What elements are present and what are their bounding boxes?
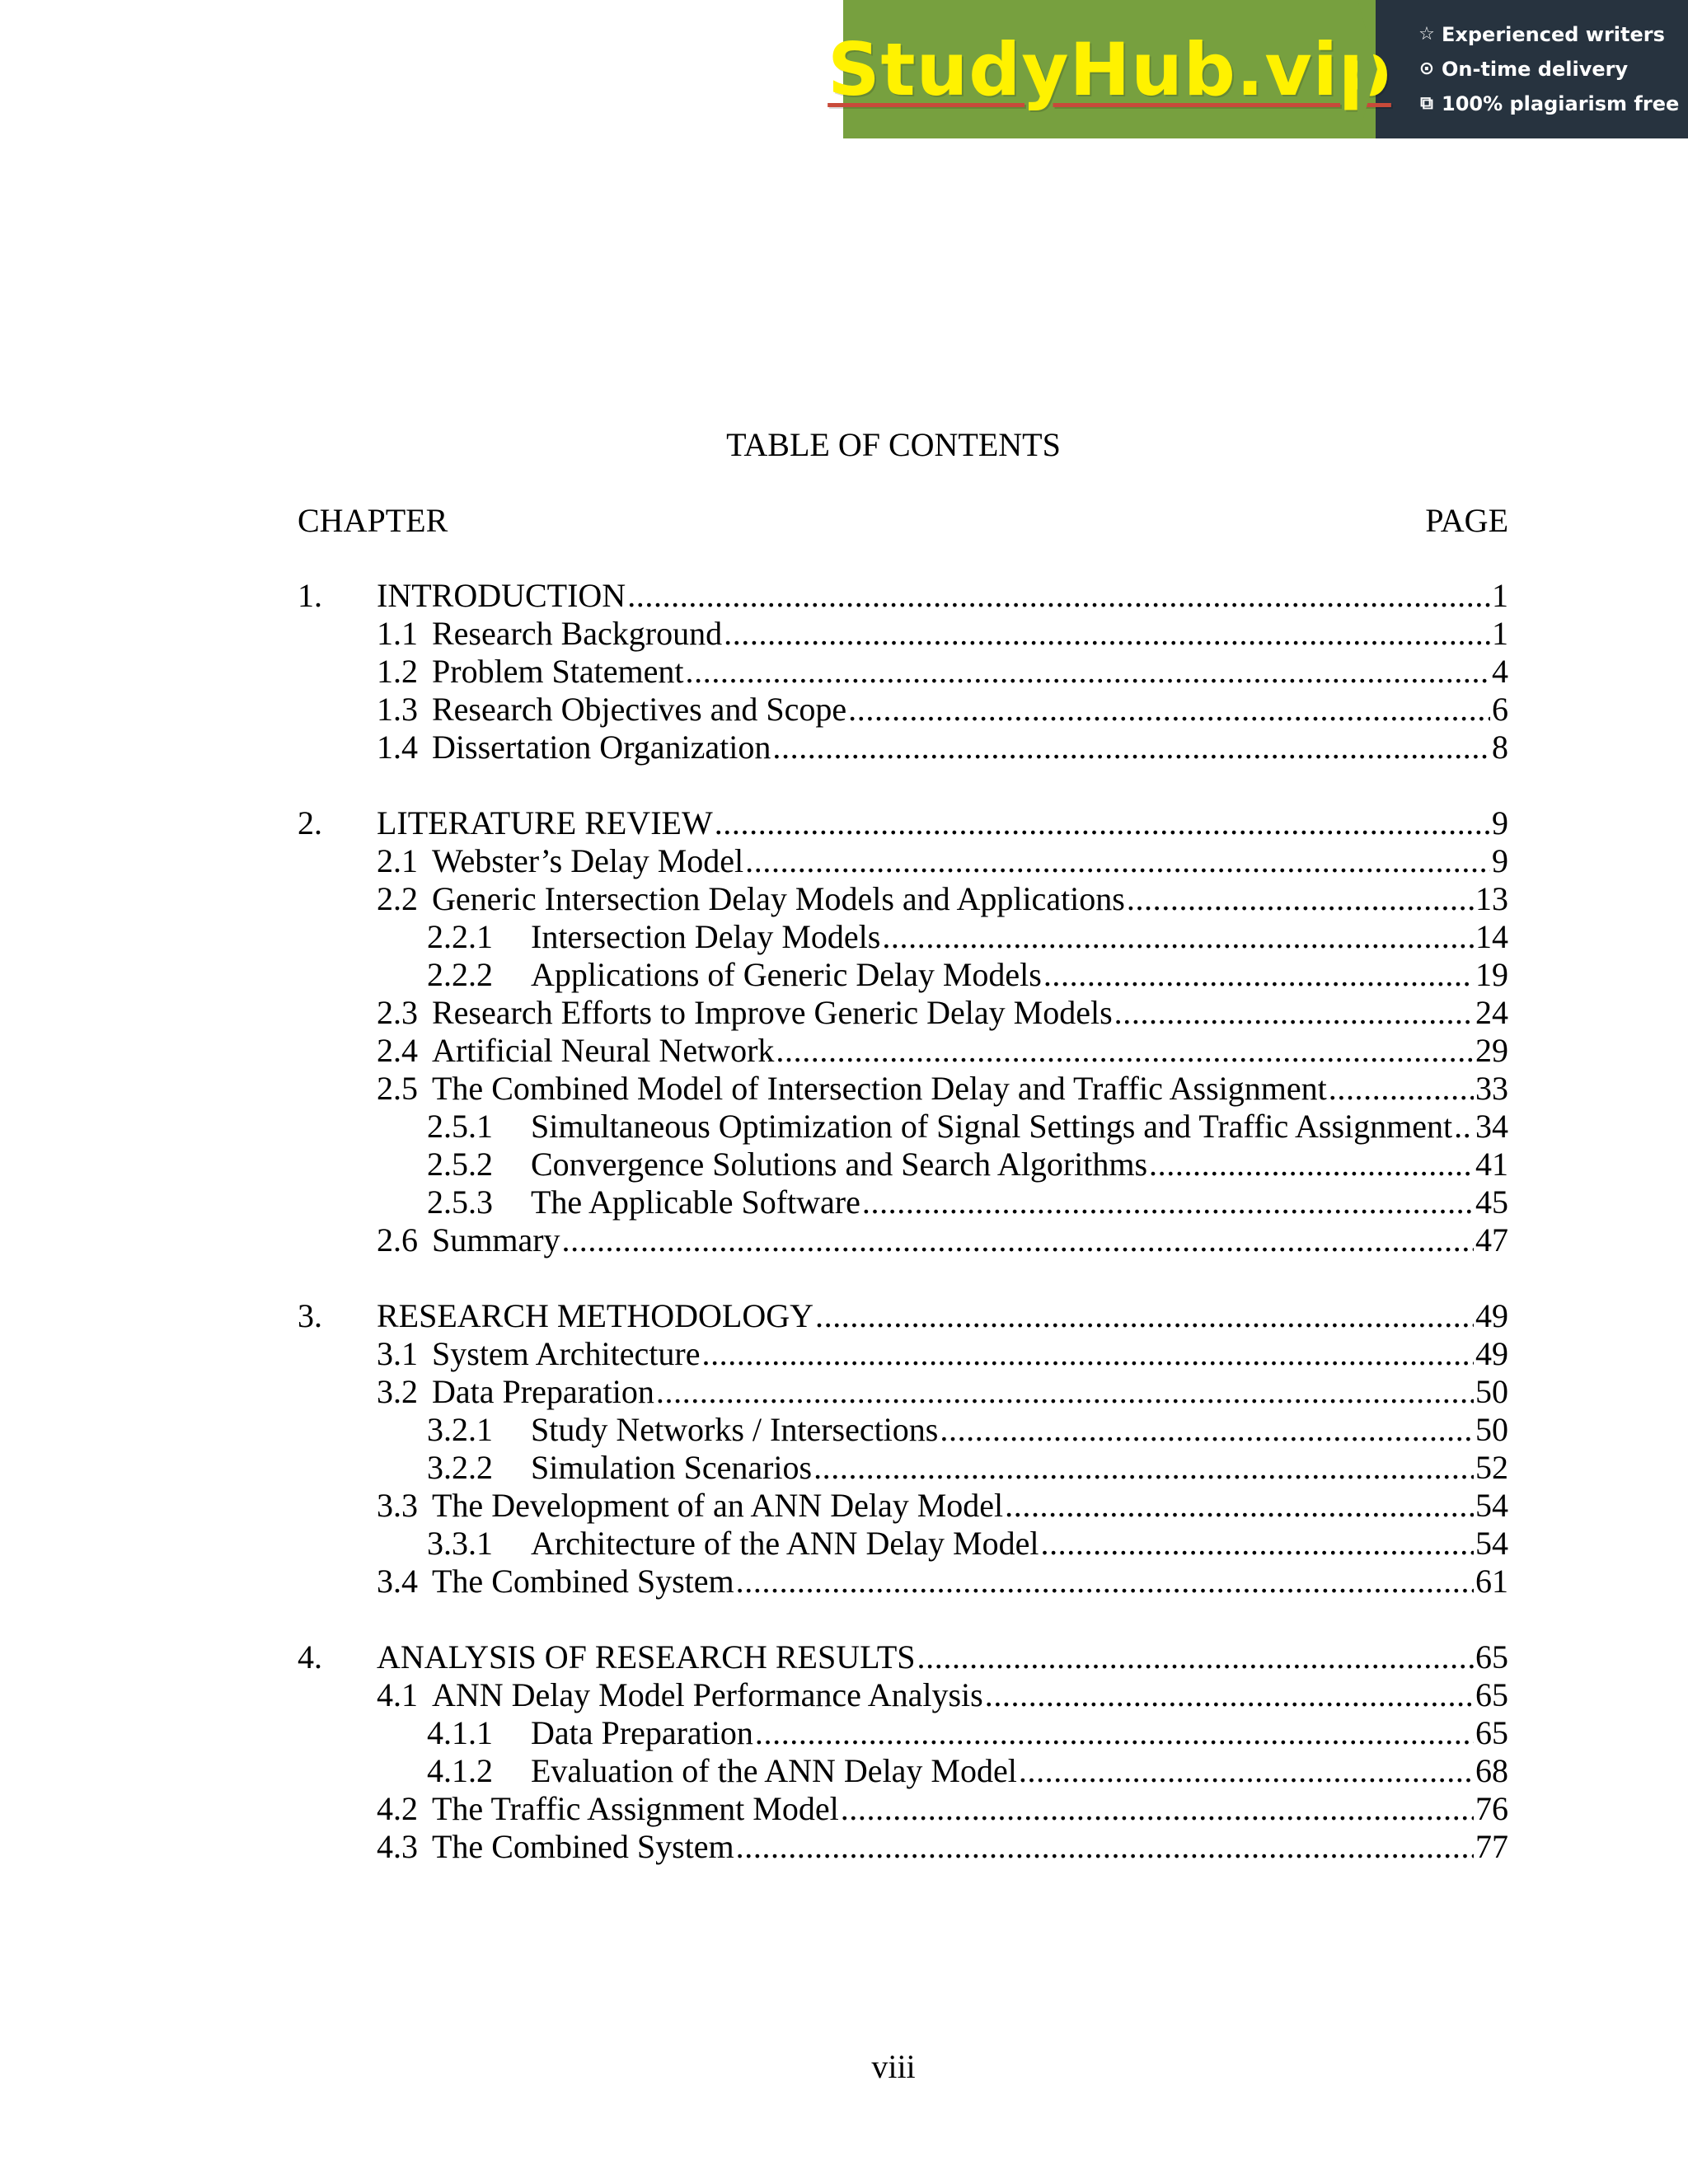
toc-subsection-entry[interactable]	[298, 1108, 1508, 1146]
toc-subsection-entry[interactable]	[298, 1146, 1508, 1183]
toc-section-entry[interactable]	[298, 1373, 1508, 1411]
toc-entry-page: 54	[1475, 1525, 1508, 1562]
toc-entry-title: INTRODUCTION	[377, 577, 626, 614]
toc-entry-page: 29	[1475, 1032, 1508, 1069]
toc-section-entry[interactable]	[298, 1487, 1508, 1525]
toc-entry-number: 2.5	[377, 1070, 418, 1107]
toc-entry-title: ANALYSIS OF RESEARCH RESULTS	[377, 1638, 916, 1675]
toc-entry-number: 3.4	[377, 1563, 418, 1600]
copy-icon: ⧉	[1420, 93, 1433, 114]
dot-leader	[736, 1828, 1474, 1866]
dot-leader	[1114, 994, 1474, 1032]
toc-entry-title: The Combined System	[432, 1828, 734, 1865]
toc-entry-number: 2.2	[377, 880, 418, 917]
toc-entry-number: 3.2.1	[427, 1411, 493, 1448]
toc-subsection-entry[interactable]	[298, 1752, 1508, 1790]
dot-leader	[848, 691, 1490, 729]
page-column-header: PAGE	[1425, 502, 1508, 539]
features-panel	[1376, 0, 1688, 138]
dot-leader	[772, 729, 1490, 766]
studyhub-banner[interactable]	[828, 0, 1688, 138]
dot-leader	[940, 1411, 1474, 1449]
toc-entry-number: 2.	[298, 804, 322, 841]
brand-panel[interactable]	[828, 0, 1391, 138]
toc-entry-number: 4.1.2	[427, 1752, 493, 1789]
clock-icon: ⊙	[1418, 59, 1435, 79]
banner-feature	[1417, 52, 1688, 87]
toc-entry-number: 2.2.1	[427, 918, 493, 955]
toc-entry-title: Simultaneous Optimization of Signal Settings and Traffic Assignment	[531, 1108, 1453, 1145]
toc-entry-title: Dissertation Organization	[432, 729, 771, 766]
toc-subsection-entry[interactable]	[298, 956, 1508, 994]
toc-entry-page: 1	[1492, 577, 1508, 614]
dot-leader	[724, 615, 1490, 653]
toc-entry-page: 61	[1475, 1563, 1508, 1600]
dot-leader	[1454, 1108, 1474, 1146]
chapter-column-header: CHAPTER	[298, 502, 448, 539]
toc-entry-page: 68	[1475, 1752, 1508, 1789]
toc-entry-page: 52	[1475, 1449, 1508, 1486]
toc-title: TABLE OF CONTENTS	[726, 426, 1061, 463]
dot-leader	[755, 1714, 1474, 1752]
toc-entry-number: 3.2.2	[427, 1449, 493, 1486]
toc-entry-number: 3.3.1	[427, 1525, 493, 1562]
dot-leader	[1005, 1487, 1474, 1525]
toc-entry-title: Evaluation of the ANN Delay Model	[531, 1752, 1017, 1789]
toc-entry-title: The Combined System	[432, 1563, 734, 1600]
toc-subsection-entry[interactable]	[298, 1411, 1508, 1449]
toc-entry-number: 2.5.2	[427, 1146, 493, 1183]
toc-entry-page: 47	[1475, 1221, 1508, 1258]
toc-entry-title: Study Networks / Intersections	[531, 1411, 939, 1448]
banner-feature-label: 100% plagiarism free	[1442, 92, 1680, 115]
toc-entry-title: Simulation Scenarios	[531, 1449, 813, 1486]
toc-section-entry[interactable]	[298, 729, 1508, 766]
toc-section-entry[interactable]	[298, 994, 1508, 1032]
toc-entry-page: 65	[1475, 1714, 1508, 1751]
toc-section-entry[interactable]	[298, 880, 1508, 918]
toc-entry-title: Problem Statement	[432, 653, 684, 690]
toc-entry-page: 49	[1475, 1297, 1508, 1334]
brand-logo[interactable]: StudyHub.vip	[828, 26, 1391, 112]
toc-entry-title: Architecture of the ANN Delay Model	[531, 1525, 1039, 1562]
toc-subsection-entry[interactable]	[298, 1183, 1508, 1221]
toc-entry-page: 77	[1475, 1828, 1508, 1865]
dot-leader	[917, 1638, 1474, 1676]
toc-entry-number: 1.2	[377, 653, 418, 690]
dot-leader	[985, 1676, 1474, 1714]
dot-leader	[1043, 956, 1474, 994]
dot-leader	[715, 804, 1490, 842]
toc-entry-number: 4.1	[377, 1676, 418, 1713]
toc-section-entry[interactable]	[298, 1676, 1508, 1714]
toc-entry-title: RESEARCH METHODOLOGY	[377, 1297, 814, 1334]
toc-entry-number: 4.1.1	[427, 1714, 493, 1751]
toc-list	[298, 577, 1508, 1866]
dot-leader	[1127, 880, 1474, 918]
toc-section-entry[interactable]	[298, 1070, 1508, 1108]
toc-subsection-entry[interactable]	[298, 1525, 1508, 1563]
toc-entry-number: 1.1	[377, 615, 418, 652]
dot-leader	[1149, 1146, 1474, 1183]
toc-section-entry[interactable]	[298, 842, 1508, 880]
dot-leader	[1019, 1752, 1474, 1790]
toc-entry-title: Webster’s Delay Model	[432, 842, 744, 879]
toc-entry-page: 76	[1475, 1790, 1508, 1827]
toc-entry-title: Research Efforts to Improve Generic Delay Models	[432, 994, 1113, 1031]
toc-section-entry[interactable]	[298, 1790, 1508, 1828]
star-icon: ☆	[1418, 24, 1435, 45]
toc-entry-number: 4.	[298, 1638, 322, 1675]
dot-leader	[701, 1335, 1474, 1373]
toc-entry-number: 2.5.1	[427, 1108, 493, 1145]
toc-entry-number: 2.1	[377, 842, 418, 879]
toc-section-entry[interactable]	[298, 1335, 1508, 1373]
dot-leader	[736, 1563, 1474, 1601]
toc-entry-title: Data Preparation	[432, 1373, 654, 1410]
toc-entry-number: 2.2.2	[427, 956, 493, 993]
dot-leader	[656, 1373, 1474, 1411]
toc-entry-title: Summary	[432, 1221, 560, 1258]
toc-entry-number: 4.2	[377, 1790, 418, 1827]
toc-entry-page: 14	[1475, 918, 1508, 955]
dot-leader	[627, 577, 1490, 615]
toc-chapter-entry[interactable]	[298, 577, 1508, 615]
toc-entry-number: 3.	[298, 1297, 322, 1334]
toc-entry-page: 33	[1475, 1070, 1508, 1107]
toc-entry-page: 65	[1475, 1638, 1508, 1675]
dot-leader	[745, 842, 1490, 880]
dot-leader	[776, 1032, 1474, 1070]
toc-entry-page: 6	[1492, 691, 1508, 728]
toc-entry-page: 41	[1475, 1146, 1508, 1183]
toc-entry-number: 2.3	[377, 994, 418, 1031]
toc-entry-number: 1.3	[377, 691, 418, 728]
toc-entry-page: 9	[1492, 804, 1508, 841]
toc-entry-page: 13	[1475, 880, 1508, 917]
toc-entry-title: Artificial Neural Network	[432, 1032, 775, 1069]
toc-entry-title: The Applicable Software	[531, 1183, 860, 1221]
dot-leader	[1040, 1525, 1474, 1563]
toc-entry-number: 3.2	[377, 1373, 418, 1410]
toc-entry-page: 49	[1475, 1335, 1508, 1372]
toc-entry-title: The Development of an ANN Delay Model	[432, 1487, 1004, 1524]
toc-section-entry[interactable]	[298, 1828, 1508, 1866]
toc-chapter-entry[interactable]	[298, 804, 1508, 842]
toc-entry-number: 3.3	[377, 1487, 418, 1524]
toc-entry-page: 4	[1492, 653, 1508, 690]
toc-subsection-entry[interactable]	[298, 1714, 1508, 1752]
toc-entry-number: 2.4	[377, 1032, 418, 1069]
page-number: viii	[871, 2048, 916, 2085]
toc-entry-page: 19	[1475, 956, 1508, 993]
toc-section-entry[interactable]	[298, 1032, 1508, 1070]
toc-entry-page: 9	[1492, 842, 1508, 879]
toc-entry-number: 4.3	[377, 1828, 418, 1865]
banner-feature-label: On-time delivery	[1442, 58, 1629, 81]
banner-feature	[1417, 17, 1688, 52]
toc-entry-page: 34	[1475, 1108, 1508, 1145]
toc-entry-number: 1.4	[377, 729, 418, 766]
toc-section-entry[interactable]	[298, 615, 1508, 653]
dot-leader	[562, 1221, 1474, 1259]
toc-subsection-entry[interactable]	[298, 918, 1508, 956]
toc-entry-page: 54	[1475, 1487, 1508, 1524]
dot-leader	[686, 653, 1490, 691]
toc-entry-page: 65	[1475, 1676, 1508, 1713]
toc-entry-page: 45	[1475, 1183, 1508, 1221]
toc-entry-page: 50	[1475, 1411, 1508, 1448]
dot-leader	[814, 1449, 1474, 1487]
toc-section-entry[interactable]	[298, 1563, 1508, 1601]
banner-feature	[1417, 87, 1688, 121]
toc-entry-title: Generic Intersection Delay Models and Applications	[432, 880, 1125, 917]
toc-chapter-entry[interactable]	[298, 1638, 1508, 1676]
toc-entry-page: 8	[1492, 729, 1508, 766]
toc-entry-title: Data Preparation	[531, 1714, 753, 1751]
toc-entry-title: Applications of Generic Delay Models	[531, 956, 1042, 993]
toc-entry-number: 3.1	[377, 1335, 418, 1372]
toc-entry-number: 1.	[298, 577, 322, 614]
dot-leader	[815, 1297, 1474, 1335]
toc-section-entry[interactable]	[298, 691, 1508, 729]
toc-entry-title: Research Objectives and Scope	[432, 691, 847, 728]
toc-entry-title: ANN Delay Model Performance Analysis	[432, 1676, 983, 1713]
toc-entry-title: Convergence Solutions and Search Algorithms	[531, 1146, 1148, 1183]
toc-section-entry[interactable]	[298, 1221, 1508, 1259]
dot-leader	[862, 1183, 1474, 1221]
toc-entry-page: 24	[1475, 994, 1508, 1031]
toc-entry-number: 2.6	[377, 1221, 418, 1258]
toc-entry-title: System Architecture	[432, 1335, 701, 1372]
toc-entry-title: The Combined Model of Intersection Delay and Traffic Assignment	[432, 1070, 1327, 1107]
dot-leader	[841, 1790, 1474, 1828]
toc-chapter-entry[interactable]	[298, 1297, 1508, 1335]
toc-entry-title: Research Background	[432, 615, 723, 652]
dot-leader	[882, 918, 1474, 956]
toc-subsection-entry[interactable]	[298, 1449, 1508, 1487]
toc-entry-title: The Traffic Assignment Model	[432, 1790, 839, 1827]
toc-entry-number: 2.5.3	[427, 1183, 493, 1221]
banner-feature-label: Experienced writers	[1442, 23, 1665, 46]
toc-entry-page: 1	[1492, 615, 1508, 652]
toc-entry-page: 50	[1475, 1373, 1508, 1410]
toc-entry-title: Intersection Delay Models	[531, 918, 881, 955]
toc-entry-title: LITERATURE REVIEW	[377, 804, 713, 841]
toc-section-entry[interactable]	[298, 653, 1508, 691]
dot-leader	[1329, 1070, 1474, 1108]
